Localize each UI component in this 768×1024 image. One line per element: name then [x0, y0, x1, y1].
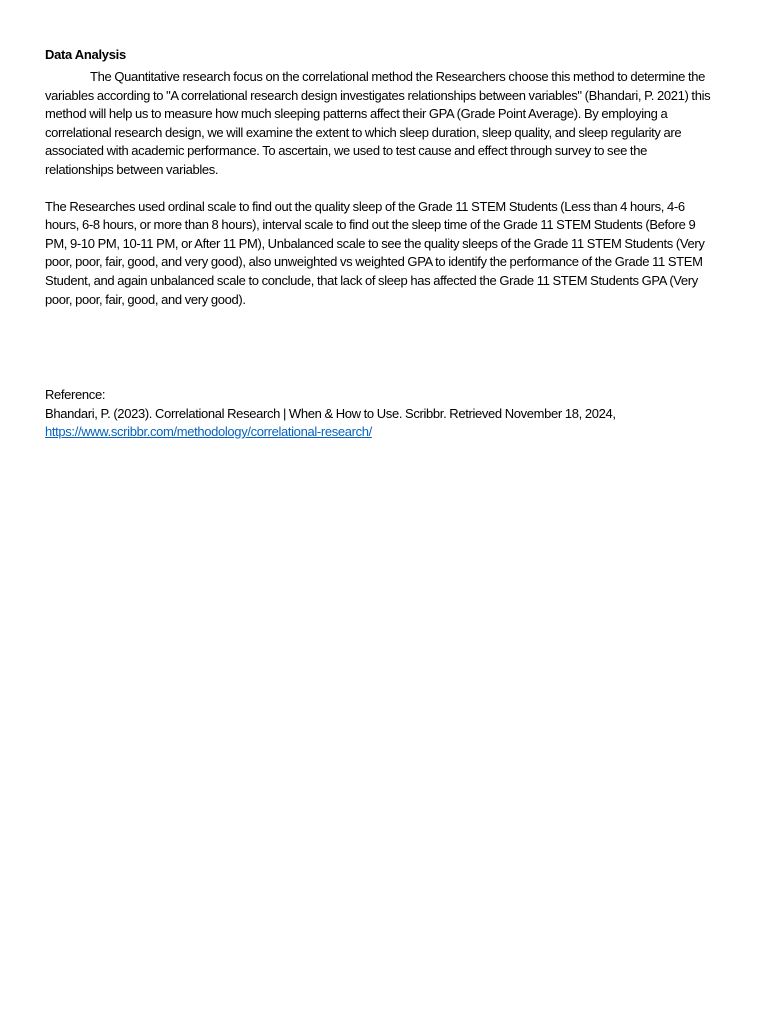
section-heading: Data Analysis	[45, 47, 126, 62]
reference-link[interactable]: https://www.scribbr.com/methodology/correlational-research/	[45, 424, 372, 440]
reference-label: Reference:	[45, 387, 106, 403]
reference-citation: Bhandari, P. (2023). Correlational Research | When & How to Use. Scribbr. Retrieved November 18, 2024,	[45, 405, 616, 421]
body-paragraph-2: The Researches used ordinal scale to find out the quality sleep of the Grade 11 STEM Students (Less than 4 hours, 4-6 hours, 6-8 hours, or more than 8 hours), interval scale to find out the sleep time of the Grade 11 STEM Students (Before 9 PM, 9-10 PM, 10-11 PM, or After 11 PM), Unbalanced scale to see the quality sleeps of the Grade 11 STEM Students (Very poor, poor, fair, good, and very good), also unweighted vs weighted GPA to identify the performance of the Grade 11 STEM Student, and again unbalanced scale to conclude, that lack of sleep has affected the Grade 11 STEM Students GPA (Very poor, poor, fair, good, and very good).	[45, 198, 705, 307]
body-paragraph-1: The Quantitative research focus on the correlational method the Researchers choose this method to determine the variables according to "A correlational research design investigates relationships between variables" (Bhandari, P. 2021) this method will help us to measure how much sleeping patterns affect their GPA (Grade Point Average). By employing a correlational research design, we will examine the extent to which sleep duration, sleep quality, and sleep regularity are associated with academic performance. To ascertain, we used to test cause and effect through survey to see the relationships between variables.	[45, 69, 711, 177]
paragraph-spacer	[45, 180, 717, 198]
document-page	[45, 45, 717, 442]
reference-section	[45, 386, 717, 442]
